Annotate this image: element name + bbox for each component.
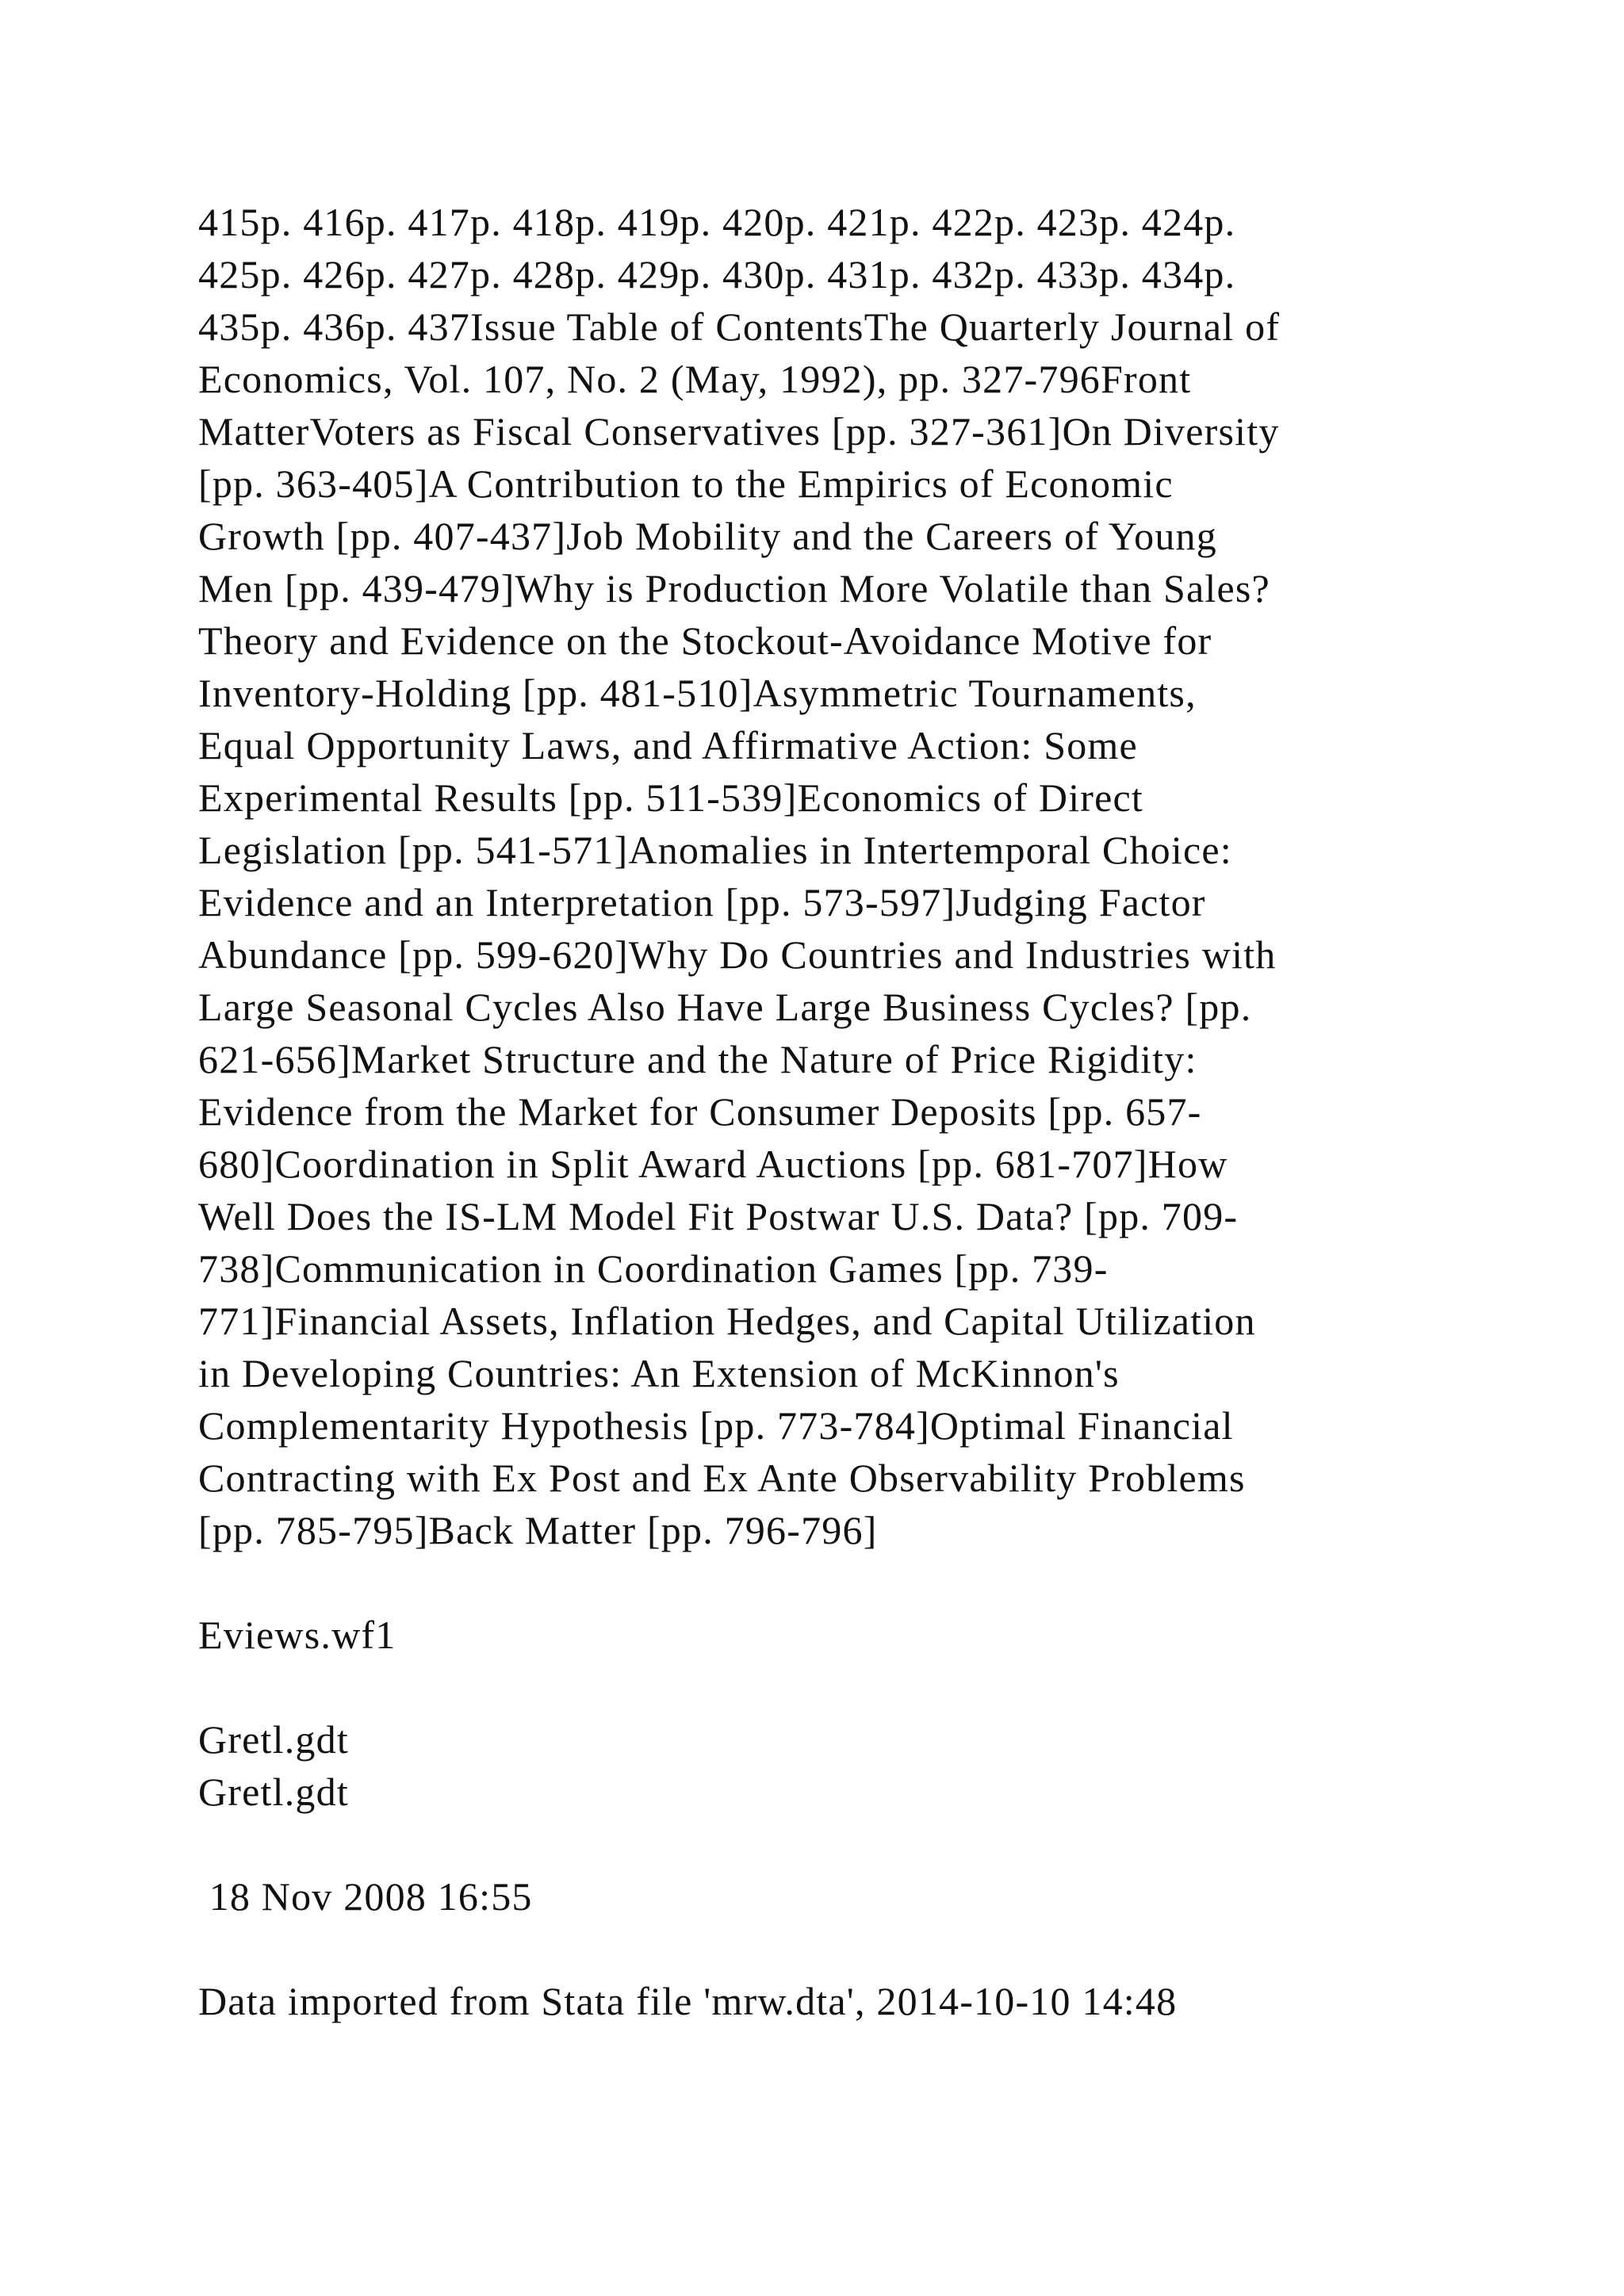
toc-line: Inventory-Holding [pp. 481-510]Asymmetric Tournaments, xyxy=(198,671,1197,715)
toc-line: Men [pp. 439-479]Why is Production More Volatile than Sales? xyxy=(198,566,1270,610)
toc-line: Economics, Vol. 107, No. 2 (May, 1992), pp. 327-796Front xyxy=(198,357,1192,401)
import-note: Data imported from Stata file 'mrw.dta', 2014-10-10 14:48 xyxy=(198,1979,1178,2023)
toc-line: Legislation [pp. 541-571]Anomalies in Intertemporal Choice: xyxy=(198,828,1232,872)
toc-line: Equal Opportunity Laws, and Affirmative Action: Some xyxy=(198,723,1138,767)
timestamp: 18 Nov 2008 16:55 xyxy=(198,1874,533,1919)
toc-line: 680]Coordination in Split Award Auctions [pp. 681-707]How xyxy=(198,1142,1228,1186)
toc-line: Abundance [pp. 599-620]Why Do Countries and Industries with xyxy=(198,932,1277,977)
toc-line: [pp. 785-795]Back Matter [pp. 796-796] xyxy=(198,1508,878,1552)
toc-line: Experimental Results [pp. 511-539]Economics of Direct xyxy=(198,775,1144,820)
eviews-filename: Eviews.wf1 xyxy=(198,1613,396,1657)
toc-line: 425p. 426p. 427p. 428p. 429p. 430p. 431p. 432p. 433p. 434p. xyxy=(198,252,1236,297)
toc-line: Contracting with Ex Post and Ex Ante Observability Problems xyxy=(198,1456,1246,1500)
toc-line: [pp. 363-405]A Contribution to the Empirics of Economic xyxy=(198,461,1174,506)
toc-line: MatterVoters as Fiscal Conservatives [pp. 327-361]On Diversity xyxy=(198,409,1280,453)
gretl-filename: Gretl.gdt xyxy=(198,1770,349,1814)
toc-line: Large Seasonal Cycles Also Have Large Business Cycles? [pp. xyxy=(198,985,1252,1029)
toc-line: Growth [pp. 407-437]Job Mobility and the Careers of Young xyxy=(198,514,1217,558)
gretl-filename: Gretl.gdt xyxy=(198,1717,349,1762)
toc-line: in Developing Countries: An Extension of McKinnon's xyxy=(198,1351,1120,1395)
toc-line: 621-656]Market Structure and the Nature of Price Rigidity: xyxy=(198,1037,1197,1081)
toc-line: 771]Financial Assets, Inflation Hedges, and Capital Utilization xyxy=(198,1299,1256,1343)
toc-line: 435p. 436p. 437Issue Table of ContentsThe Quarterly Journal of xyxy=(198,304,1281,349)
toc-line: Evidence and an Interpretation [pp. 573-597]Judging Factor xyxy=(198,880,1206,924)
toc-line: 738]Communication in Coordination Games [pp. 739- xyxy=(198,1246,1109,1291)
toc-line: 415p. 416p. 417p. 418p. 419p. 420p. 421p. 422p. 423p. 424p. xyxy=(198,200,1236,244)
toc-line: Well Does the IS-LM Model Fit Postwar U.S. Data? [pp. 709- xyxy=(198,1194,1239,1238)
toc-line: Theory and Evidence on the Stockout-Avoidance Motive for xyxy=(198,618,1212,663)
toc-line: Complementarity Hypothesis [pp. 773-784]Optimal Financial xyxy=(198,1403,1234,1448)
toc-line: Evidence from the Market for Consumer Deposits [pp. 657- xyxy=(198,1089,1202,1134)
